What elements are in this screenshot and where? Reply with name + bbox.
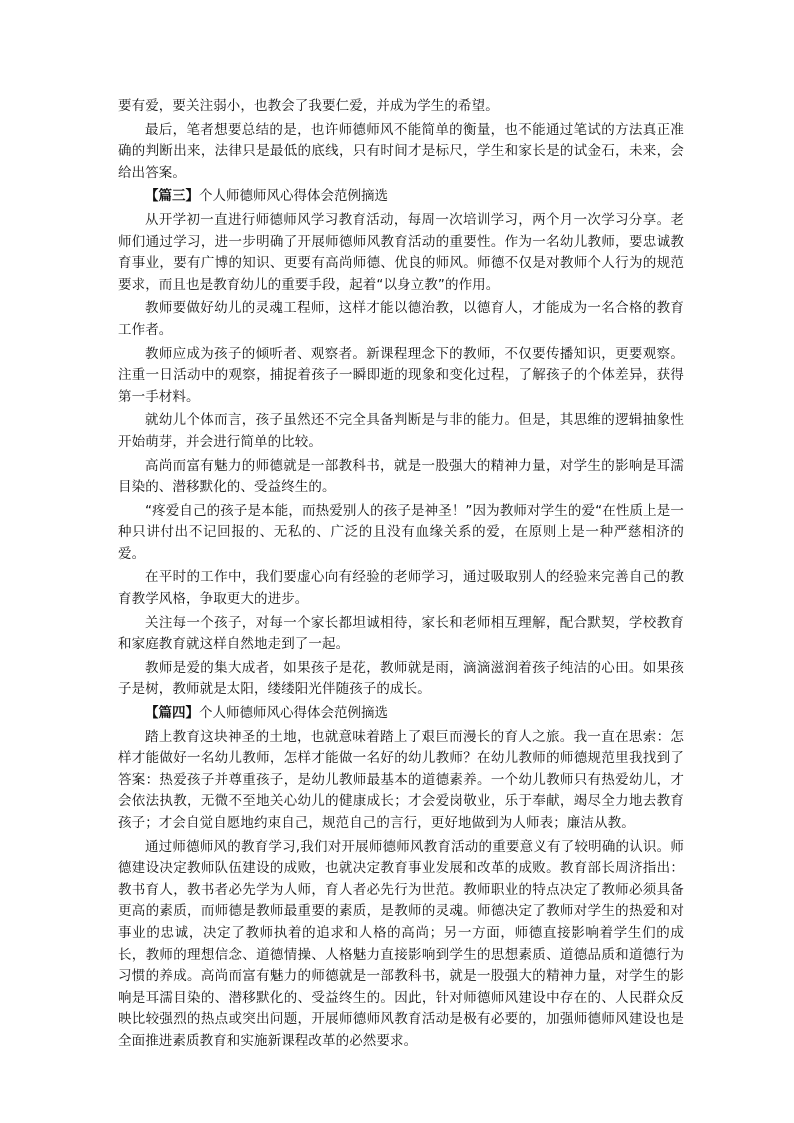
section-tag-4: 【篇四】 (145, 705, 199, 722)
paragraph: 就幼儿个体而言，孩子虽然还不完全具备判断是与非的能力。但是，其思维的逻辑抽象性开始萌芽，并会进行简单的比较。 (118, 412, 684, 450)
paragraph: 关注每一个孩子，对每一个家长都坦诚相待，家长和老师相互理解，配合默契，学校教育和家庭教育就这样自然地走到了一起。 (118, 614, 684, 653)
paragraph: 从开学初一直进行师德师风学习教育活动，每周一次培训学习，两个月一次学习分享。老师们通过学习，进一步明确了开展师德师风教育活动的重要性。作为一名幼儿教师，要忠诚教育事业，要有广博的知识、更要有高尚师德、优良的师风。师德不仅是对教师个人行为的规范要求，而且也是教育幼儿的重要手段，起着“以身立教”的作用。 (118, 211, 684, 293)
section-heading-3 (118, 186, 684, 208)
paragraph: 踏上教育这块神圣的土地，也就意味着踏上了艰巨而漫长的育人之旅。我一直在思索：怎样才能做好一名幼儿教师，怎样才能做一名好的幼儿教师？在幼儿教师的师德规范里我找到了答案：热爱孩子并尊重孩子，是幼儿教师最基本的道德素养。一个幼儿教师只有热爱幼儿，才会依法执教，无微不至地关心幼儿的健康成长；才会爱岗敬业，乐于奉献，竭尽全力地去教育孩子；才会自觉自愿地约束自己，规范自己的言行，更好地做到为人师表；廉洁从教。 (118, 728, 684, 831)
paragraph: 教师要做好幼儿的灵魂工程师，这样才能以德治教，以德育人，才能成为一名合格的教育工作者。 (118, 300, 684, 338)
paragraph: “疼爱自己的孩子是本能，而热爱别人的孩子是神圣！”因为教师对学生的爱“在性质上是一种只讲付出不记回报的、无私的、广泛的且没有血缘关系的爱，在原则上是一种严慈相济的爱。 (118, 502, 684, 562)
section-title-4: 个人师德师风心得体会范例摘选 (199, 705, 388, 722)
paragraph-continued: 要有爱，要关注弱小，也教会了我要仁爱，并成为学生的希望。 (118, 98, 499, 114)
paragraph-conclusion: 最后，笔者想要总结的是，也许师德师风不能简单的衡量，也不能通过笔试的方法真正准确的判断出来，法律只是最低的底线，只有时间才是标尺，学生和家长是的试金石，未来，会给出答案。 (118, 121, 684, 181)
section-heading-4 (118, 703, 684, 725)
paragraph: 教师应成为孩子的倾听者、观察者。新课程理念下的教师，不仅要传播知识，更要观察。注重一日活动中的观察，捕捉着孩子一瞬即逝的现象和变化过程，了解孩子的个体差异，获得第一手材料。 (118, 345, 684, 405)
paragraph: 通过师德师风的教育学习,我们对开展师德师风教育活动的重要意义有了较明确的认识。师德建设决定教师队伍建设的成败，也就决定教育事业发展和改革的成败。教育部长周济指出：教书育人，教书者必先学为人师，育人者必先行为世范。教师职业的特点决定了教师必须具备更高的素质，而师德是教师最重要的素质，是教师的灵魂。师德决定了教师对学生的热爱和对事业的忠诚，决定了教师执着的追求和人格的高尚；另一方面，师德直接影响着学生们的成长，教师的理想信念、道德情操、人格魅力直接影响到学生的思想素质、道德品质和道德行为习惯的养成。高尚而富有魅力的师德就是一部教科书，就是一股强大的精神力量，对学生的影响是耳濡目染的、潜移默化的、受益终生的。因此，针对师德师风建设中存在的、人民群众反映比较强烈的热点或突出问题，开展师德师风教育活动是极有必要的，加强师德师风建设也是全面推进素质教育和实施新课程改革的必然要求。 (118, 838, 684, 1049)
paragraph: 在平时的工作中，我们要虚心向有经验的老师学习，通过吸取别人的经验来完善自己的教育教学风格，争取更大的进步。 (118, 569, 684, 608)
document-page (118, 96, 684, 1053)
paragraph: 高尚而富有魅力的师德就是一部教科书，就是一股强大的精神力量，对学生的影响是耳濡目染的、潜移默化的、受益终生的。 (118, 457, 684, 496)
paragraph: 教师是爱的集大成者，如果孩子是花，教师就是雨，滴滴滋润着孩子纯洁的心田。如果孩子是树，教师就是太阳，缕缕阳光伴随孩子的成长。 (118, 659, 684, 698)
section-tag-3: 【篇三】 (145, 188, 199, 205)
section-title-3: 个人师德师风心得体会范例摘选 (199, 188, 388, 205)
